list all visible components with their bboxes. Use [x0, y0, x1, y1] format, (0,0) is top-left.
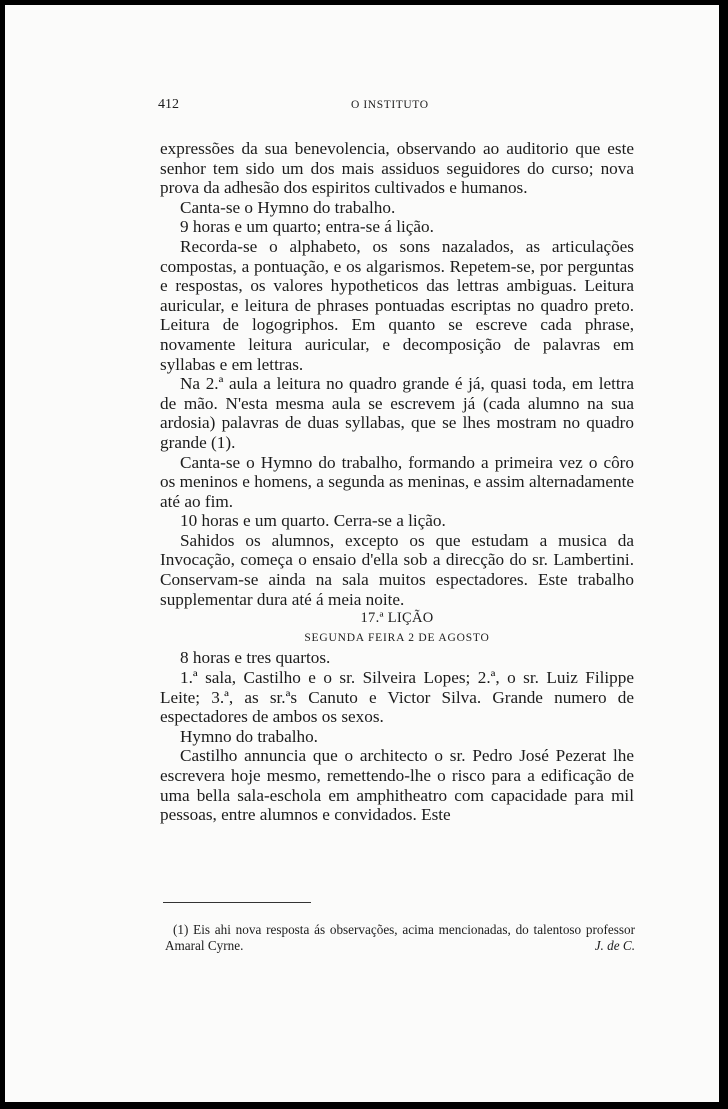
paragraph: 9 horas e um quarto; entra-se á lição. — [180, 217, 434, 237]
footnote — [165, 922, 635, 953]
section-title: 17.ª LIÇÃO — [360, 610, 434, 627]
paragraph: expressões da sua benevolencia, observando ao auditorio que este senhor tem sido um dos mais assiduos seguidores do curso; nova prova da adhesão dos espiritos cultivados e humanos. — [160, 139, 634, 198]
footnote-text — [165, 922, 635, 953]
paragraph: 8 horas e tres quartos. — [180, 648, 331, 668]
book-page — [5, 5, 719, 1102]
paragraph: Hymno do trabalho. — [180, 726, 318, 746]
paragraph: 1.ª sala, Castilho e o sr. Silveira Lopes; 2.ª, o sr. Luiz Filippe Leite; 3.ª, as sr.ªs Canuto e Victor Silva. Grande numero de espectadores de ambos os sexos. — [160, 668, 634, 727]
paragraph: Na 2.ª aula a leitura no quadro grande é já, quasi toda, em lettra de mão. N'esta mesma aula se escrevem já (cada alumno na sua ardosia) palavras de duas syllabas, que se lhes mostram no quadro grande (1). — [160, 374, 634, 452]
paragraph: Canta-se o Hymno do trabalho, formando a primeira vez o côro os meninos e homens, a segunda as meninas, e assim alternadamente até ao fim. — [160, 452, 634, 511]
paragraph: Sahidos os alumnos, excepto os que estudam a musica da Invocação, começa o ensaio d'ella sob a direcção do sr. Lambertini. Conservam-se ainda na sala muitos espectadores. Este trabalho supplementar dura até á meia noite. — [160, 530, 634, 609]
footnote-divider — [163, 902, 311, 903]
page-number: 412 — [158, 97, 179, 112]
body-text — [160, 139, 634, 825]
paragraph: Recorda-se o alphabeto, os sons nazalados, as articulações compostas, a pontuação, e os algarismos. Repetem-se, por perguntas e respostas, os valores hypotheticos das lettras ambiguas. Leitura auricular, e leitura de phrases pontuadas escriptas no quadro preto. Leitura de logogriphos. Em quanto se escreve cada phrase, novamente leitura auricular, e decomposição de palavras em syllabas e em lettras. — [160, 236, 634, 374]
section-subtitle: SEGUNDA FEIRA 2 DE AGOSTO — [304, 631, 490, 644]
paragraph: 10 horas e um quarto. Cerra-se a lição. — [180, 511, 446, 531]
paragraph: Castilho annuncia que o architecto o sr. Pedro José Pezerat lhe escrevera hoje mesmo, remettendo-lhe o risco para a edificação de uma bella sala-eschola em amphitheatro com capacidade para mil pessoas, entre alumnos e convidados. Este — [160, 746, 634, 825]
footnote-signature: J. de C. — [594, 937, 635, 953]
paragraph: Canta-se o Hymno do trabalho. — [180, 197, 396, 217]
running-title: O INSTITUTO — [351, 99, 429, 111]
footnote-body: (1) Eis ahi nova resposta ás observações, acima mencionadas, do talentoso professor Amaral Cyrne. — [165, 922, 635, 953]
page-header — [158, 97, 636, 117]
